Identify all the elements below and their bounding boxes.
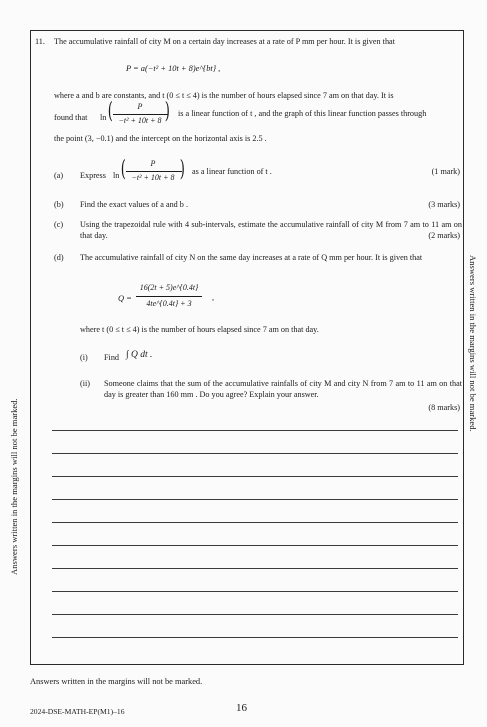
- answer-line[interactable]: [52, 568, 458, 569]
- part-a-denominator: −t² + 10t + 8: [131, 173, 175, 182]
- fraction-numerator: P: [137, 102, 143, 111]
- part-a-right-paren: ): [179, 157, 185, 182]
- question-intro: The accumulative rainfall of city M on a certain day increases at a rate of P mm per hour. It is given that: [54, 37, 395, 46]
- bottom-margin-note: Answers written in the margins will not be marked.: [30, 677, 203, 686]
- part-d-ii-text: Someone claims that the sum of the accumulative rainfalls of city M and city N from 7 am to 11 am on that day is greater than 160 mm . Do you agree? Explain your answer.: [104, 379, 462, 399]
- part-a-fraction-bar: [126, 171, 182, 172]
- part-a-marks: (1 mark): [431, 167, 460, 176]
- part-b-text: Find the exact values of a and b .: [80, 200, 188, 209]
- part-d-text: The accumulative rainfall of city N on the same day increases at a rate of Q mm per hour. It is given that: [80, 253, 423, 262]
- q-numerator: 16(2t + 5)e^{0.4t}: [139, 283, 199, 292]
- part-b-label: (b): [54, 200, 64, 209]
- answer-line[interactable]: [52, 591, 458, 592]
- answer-line[interactable]: [52, 476, 458, 477]
- part-a-label: (a): [54, 171, 64, 180]
- part-d-i-label: (i): [80, 353, 88, 362]
- part-a-left-paren: (: [120, 157, 126, 182]
- right-paren: ): [164, 99, 170, 124]
- answer-line[interactable]: [52, 522, 458, 523]
- found-suffix: is a linear function of t , and the graph of this linear function passes through: [178, 109, 427, 118]
- answer-box: [30, 30, 464, 665]
- part-d-ii-label: (ii): [80, 379, 91, 388]
- part-d-i-integral: ∫ Q dt .: [126, 350, 153, 360]
- part-a-numerator: P: [150, 159, 156, 168]
- right-margin-note: Answers written in the margins will not be marked.: [468, 255, 478, 432]
- part-d-i-text: Find: [104, 353, 120, 362]
- answer-line[interactable]: [52, 499, 458, 500]
- part-a-suffix: as a linear function of t .: [192, 167, 272, 176]
- part-c-marks: (2 marks): [428, 231, 460, 240]
- where-line: where a and b are constants, and t (0 ≤ t ≤ 4) is the number of hours elapsed since 7 am on that day. It is: [54, 91, 394, 100]
- fraction-denominator: −t² + 10t + 8: [118, 116, 162, 125]
- q-end: ,: [212, 293, 215, 302]
- q-denominator: 4te^{0.4t} + 3: [146, 299, 192, 308]
- part-a-prefix: Express: [80, 171, 106, 180]
- part-c-text: Using the trapezoidal rule with 4 sub-intervals, estimate the accumulative rainfall of city M from 7 am to 11 am on that day.: [80, 220, 462, 240]
- fraction-bar: [113, 114, 168, 115]
- part-b-marks: (3 marks): [428, 200, 460, 209]
- answer-line[interactable]: [52, 545, 458, 546]
- ln-symbol: ln: [100, 113, 107, 122]
- left-paren: (: [107, 99, 113, 124]
- point-line: the point (3, −0.1) and the intercept on the horizontal axis is 2.5 .: [54, 134, 267, 143]
- found-prefix: found that: [54, 113, 88, 122]
- q-lhs: Q =: [118, 294, 132, 303]
- answer-line[interactable]: [52, 430, 458, 431]
- left-margin-note: Answers written in the margins will not be marked.: [9, 398, 19, 575]
- q-fraction-bar: [136, 296, 202, 297]
- answer-line[interactable]: [52, 614, 458, 615]
- part-d-marks: (8 marks): [428, 403, 460, 412]
- part-d-label: (d): [54, 253, 64, 262]
- answer-line[interactable]: [52, 453, 458, 454]
- page-number: 16: [236, 702, 247, 714]
- question-number: 11.: [35, 37, 45, 46]
- answer-line[interactable]: [52, 637, 458, 638]
- part-a-ln: ln: [113, 171, 120, 180]
- part-d-where: where t (0 ≤ t ≤ 4) is the number of hours elapsed since 7 am on that day.: [80, 325, 319, 334]
- formula-p: P = a(−t² + 10t + 8)e^{bt} ,: [126, 64, 221, 73]
- part-c-label: (c): [54, 220, 64, 229]
- footer-code: 2024-DSE-MATH-EP(M1)–16: [30, 707, 125, 716]
